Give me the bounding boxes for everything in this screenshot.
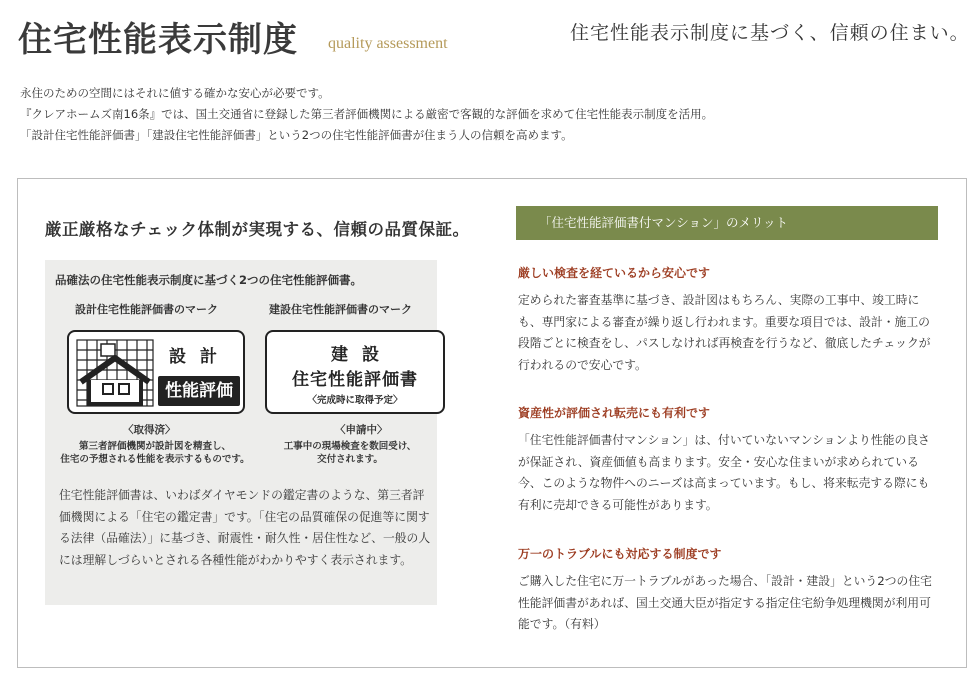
merit-title: 万一のトラブルにも対応する制度です [518, 547, 722, 561]
merit-title: 資産性が評価され転売にも有利です [518, 406, 711, 420]
design-status: 〈取得済〉 [123, 424, 176, 436]
house-grid-icon [75, 338, 155, 408]
certificate-explanation: 住宅性能評価書は、いわばダイヤモンドの鑑定書のような、第三者評価機関による「住宅の鑑定書」です。「住宅の品質確保の促進等に関する法律（品確法）」に基づき、耐震性・耐久性・居住性など、一般の人には理解しづらいとされる各種性能がわかりやすく表示されます。 [59, 488, 431, 567]
merit-item [518, 264, 940, 376]
design-evaluation-mark [67, 330, 245, 414]
intro-text [20, 83, 960, 146]
intro-line: 『クレアホームズ南16条』では、国土交通省に登録した第三者評価機関による厳密で客観的な評価を求めて住宅性能表示制度を活用。 [20, 107, 714, 121]
merit-header-bar: 「住宅性能評価書付マンション」のメリット [516, 206, 938, 240]
merit-body: ご購入した住宅に万一トラブルがあった場合、「設計・建設」という2つの住宅性能評価書があれば、国土交通大臣が指定する指定住宅紛争処理機関が利用可能です。（有料） [518, 574, 932, 631]
build-mark-description: 工事中の現場検査を数回受け、 交付されます。 [283, 441, 417, 465]
content-panel [17, 178, 967, 668]
build-mark-certificate-label: 住宅性能評価書 [292, 370, 418, 390]
build-mark-title: 建設住宅性能評価書のマーク [269, 303, 412, 316]
design-mark-performance-label: 性能評価 [158, 376, 240, 406]
build-status: 〈申請中〉 [335, 424, 388, 436]
design-mark-description: 第三者評価機関が設計図を精査し、 住宅の予想される性能を表示するものです。 [60, 441, 250, 465]
merit-body: 「住宅性能評価書付マンション」は、付いていないマンションより性能の良さが保証され、資産価値も高まります。安全・安心な住まいが求められている今、このような物件へのニーズは高まっています。もし、将来転売する際にも有利に売却できる可能性があります。 [518, 433, 930, 512]
intro-line: 「設計住宅性能評価書」「建設住宅性能評価書」という2つの住宅性能評価書が住まう人の信頼を高めます。 [20, 128, 573, 142]
page-title: 住宅性能表示制度 [18, 20, 298, 60]
page-subtitle-en: quality assessment [328, 35, 448, 52]
tagline: 住宅性能表示制度に基づく、信頼の住まい。 [570, 22, 970, 44]
intro-line: 永住のための空間にはそれに値する確かな安心が必要です。 [20, 86, 330, 100]
merit-item [518, 404, 940, 516]
merit-item [518, 545, 940, 636]
design-mark-title: 設計住宅性能評価書のマーク [75, 303, 218, 316]
design-mark-label: 設計 [169, 347, 231, 367]
build-evaluation-mark [265, 330, 445, 414]
certificate-info-box [45, 260, 437, 605]
merit-body: 定められた審査基準に基づき、設計図はもちろん、実際の工事中、竣工時にも、専門家による審査が繰り返し行われます。重要な項目では、設計・施工の段階ごとに検査をし、パスしなければ再検査を行うなど、徹底したチェックが行われるので安心です。 [518, 293, 931, 372]
build-mark-label: 建設 [331, 345, 393, 365]
quality-heading: 厳正厳格なチェック体制が実現する、信頼の品質保証。 [45, 220, 470, 239]
certificate-box-heading: 品確法の住宅性能表示制度に基づく2つの住宅性能評価書。 [55, 273, 362, 287]
build-mark-note: 〈完成時に取得予定〉 [307, 395, 403, 406]
merit-title: 厳しい検査を経ているから安心です [518, 266, 711, 280]
